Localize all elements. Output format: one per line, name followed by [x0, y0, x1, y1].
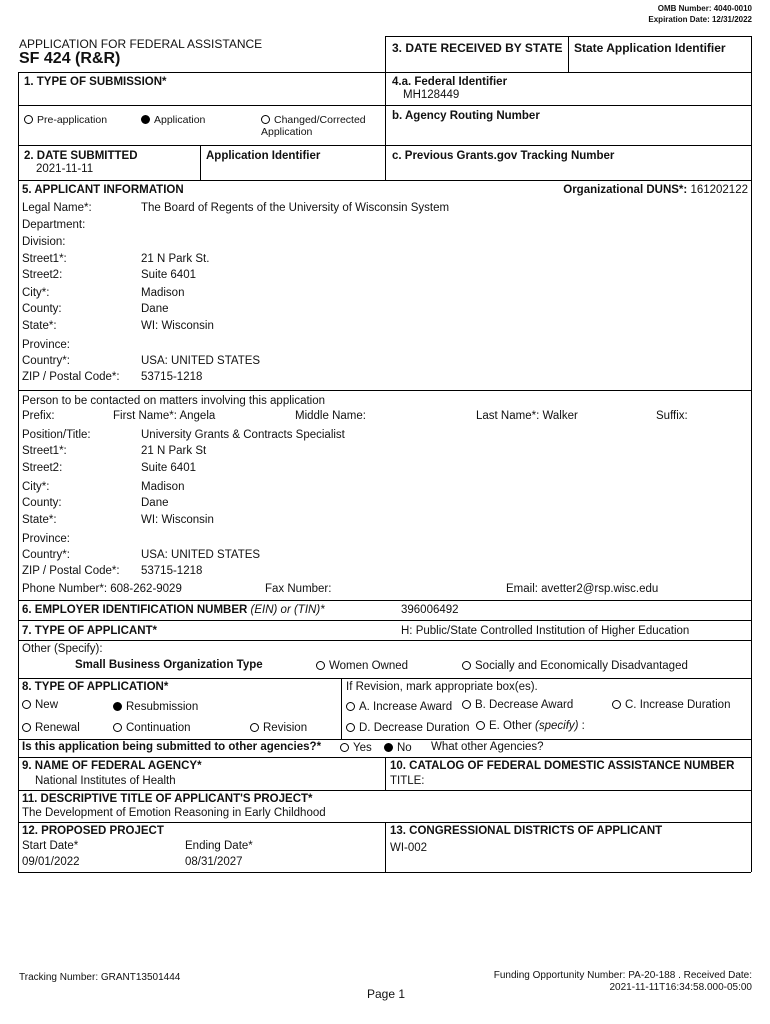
- opt-application[interactable]: Application: [141, 114, 205, 126]
- radio-empty-icon: [462, 700, 471, 709]
- zip-value: 53715-1218: [141, 371, 203, 383]
- contact-county-value: Dane: [141, 497, 169, 509]
- received-date: 2021-11-11T16:34:58.000-05:00: [609, 982, 752, 993]
- radio-empty-icon: [612, 700, 621, 709]
- street1-value: 21 N Park St.: [141, 253, 210, 265]
- end-date-label: Ending Date*: [185, 840, 253, 852]
- fax-label: Fax Number:: [265, 583, 332, 595]
- page-number: Page 1: [367, 987, 406, 1001]
- country-label: Country*:: [22, 355, 70, 367]
- position-value: University Grants & Contracts Specialist: [141, 429, 345, 441]
- department-label: Department:: [22, 219, 86, 231]
- email: Email: avetter2@rsp.wisc.edu: [506, 583, 659, 595]
- date-submitted-label: 2. DATE SUBMITTED: [24, 150, 138, 162]
- date-submitted-value: 2021-11-11: [36, 163, 94, 175]
- congressional-districts-label: 13. CONGRESSIONAL DISTRICTS OF APPLICANT: [390, 825, 663, 837]
- opt-women-owned[interactable]: Women Owned: [316, 660, 408, 672]
- end-date-value: 08/31/2027: [185, 856, 243, 868]
- radio-empty-icon: [462, 661, 471, 670]
- congressional-districts-value: WI-002: [390, 842, 428, 854]
- middle-name-label: Middle Name:: [295, 410, 366, 422]
- other-agencies-question: Is this application being submitted to other agencies?*: [22, 741, 322, 753]
- street2-label: Street2:: [22, 269, 63, 281]
- proposed-project-label: 12. PROPOSED PROJECT: [22, 825, 164, 837]
- opt-decrease-duration[interactable]: D. Decrease Duration: [346, 722, 470, 734]
- federal-agency-value: National Institutes of Health: [35, 775, 176, 787]
- radio-empty-icon: [316, 661, 325, 670]
- contact-street2-label: Street2:: [22, 462, 63, 474]
- city-label: City*:: [22, 287, 50, 299]
- contact-country-label: Country*:: [22, 549, 70, 561]
- opt-new[interactable]: New: [22, 699, 58, 711]
- what-other-agencies-label: What other Agencies?: [431, 741, 544, 753]
- radio-empty-icon: [250, 723, 259, 732]
- radio-filled-icon: [141, 115, 150, 124]
- prefix-label: Prefix:: [22, 410, 55, 422]
- position-label: Position/Title:: [22, 429, 91, 441]
- contact-county-label: County:: [22, 497, 62, 509]
- contact-zip-value: 53715-1218: [141, 565, 203, 577]
- contact-state-label: State*:: [22, 514, 57, 526]
- radio-empty-icon: [22, 700, 31, 709]
- city-value: Madison: [141, 287, 185, 299]
- cfda-label: 10. CATALOG OF FEDERAL DOMESTIC ASSISTANCE NUMBER: [390, 760, 735, 772]
- project-title-value: The Development of Emotion Reasoning in Early Childhood: [22, 807, 326, 819]
- radio-filled-icon: [384, 743, 393, 752]
- radio-empty-icon: [476, 721, 485, 730]
- opt-disadvantaged[interactable]: Socially and Economically Disadvantaged: [462, 660, 688, 672]
- ein-value: 396006492: [401, 604, 459, 616]
- opt-no[interactable]: No: [384, 742, 412, 754]
- radio-empty-icon: [22, 723, 31, 732]
- opt-resubmission[interactable]: Resubmission: [113, 701, 198, 713]
- revision-note: If Revision, mark appropriate box(es).: [346, 681, 538, 693]
- state-value: WI: Wisconsin: [141, 320, 214, 332]
- suffix-label: Suffix:: [656, 410, 688, 422]
- last-name: Last Name*: Walker: [476, 410, 578, 422]
- radio-empty-icon: [261, 115, 270, 124]
- radio-empty-icon: [346, 702, 355, 711]
- radio-empty-icon: [24, 115, 33, 124]
- contact-street1-label: Street1*:: [22, 445, 67, 457]
- omb-expiration: Expiration Date: 12/31/2022: [648, 15, 752, 24]
- application-identifier-label: Application Identifier: [206, 150, 321, 162]
- opt-preapplication[interactable]: Pre-application: [24, 114, 107, 126]
- zip-label: ZIP / Postal Code*:: [22, 371, 120, 383]
- date-received-label: 3. DATE RECEIVED BY STATE: [392, 41, 563, 55]
- duns: Organizational DUNS*: 161202122: [563, 184, 748, 196]
- type-of-applicant-value: H: Public/State Controlled Institution of Higher Education: [401, 625, 690, 637]
- contact-zip-label: ZIP / Postal Code*:: [22, 565, 120, 577]
- state-label: State*:: [22, 320, 57, 332]
- radio-empty-icon: [113, 723, 122, 732]
- contact-street1-value: 21 N Park St: [141, 445, 207, 457]
- ein-label: 6. EMPLOYER IDENTIFICATION NUMBER (EIN) or (TIN)*: [22, 604, 325, 616]
- other-specify-label: Other (Specify):: [22, 643, 103, 655]
- opt-changed-corrected-line2: Application: [261, 126, 313, 138]
- type-of-applicant-label: 7. TYPE OF APPLICANT*: [22, 625, 158, 637]
- street1-label: Street1*:: [22, 253, 67, 265]
- contact-street2-value: Suite 6401: [141, 462, 196, 474]
- federal-identifier-value: MH128449: [403, 89, 460, 101]
- contact-city-label: City*:: [22, 481, 50, 493]
- start-date-label: Start Date*: [22, 840, 79, 852]
- opt-increase-award[interactable]: A. Increase Award: [346, 701, 452, 713]
- province-label: Province:: [22, 339, 70, 351]
- project-title-label: 11. DESCRIPTIVE TITLE OF APPLICANT'S PROJECT*: [22, 793, 313, 805]
- form-number: SF 424 (R&R): [19, 50, 121, 67]
- opt-decrease-award[interactable]: B. Decrease Award: [462, 699, 573, 711]
- contact-country-value: USA: UNITED STATES: [141, 549, 261, 561]
- contact-province-label: Province:: [22, 533, 70, 545]
- previous-tracking-label: c. Previous Grants.gov Tracking Number: [392, 150, 615, 162]
- opt-other[interactable]: E. Other (specify) :: [476, 720, 585, 732]
- county-label: County:: [22, 303, 62, 315]
- tracking-number: Tracking Number: GRANT13501444: [19, 972, 181, 983]
- federal-agency-label: 9. NAME OF FEDERAL AGENCY*: [22, 760, 202, 772]
- start-date-value: 09/01/2022: [22, 856, 80, 868]
- contact-city-value: Madison: [141, 481, 185, 493]
- country-value: USA: UNITED STATES: [141, 355, 261, 367]
- radio-empty-icon: [346, 723, 355, 732]
- opt-continuation[interactable]: Continuation: [113, 722, 191, 734]
- opt-yes[interactable]: Yes: [340, 742, 372, 754]
- type-of-submission-label: 1. TYPE OF SUBMISSION*: [24, 76, 167, 88]
- street2-value: Suite 6401: [141, 269, 196, 281]
- contact-header: Person to be contacted on matters involving this application: [22, 395, 326, 407]
- county-value: Dane: [141, 303, 169, 315]
- radio-empty-icon: [340, 743, 349, 752]
- opt-increase-duration[interactable]: C. Increase Duration: [612, 699, 730, 711]
- opt-changed-corrected[interactable]: Changed/Corrected: [261, 114, 366, 126]
- legal-name-value: The Board of Regents of the University of Wisconsin System: [141, 202, 450, 214]
- state-app-id-label: State Application Identifier: [574, 41, 726, 55]
- form-title: APPLICATION FOR FEDERAL ASSISTANCE: [19, 37, 263, 51]
- division-label: Division:: [22, 236, 66, 248]
- omb-number: OMB Number: 4040-0010: [657, 4, 752, 13]
- contact-state-value: WI: Wisconsin: [141, 514, 214, 526]
- small-business-label: Small Business Organization Type: [75, 659, 263, 671]
- cfda-title-label: TITLE:: [390, 775, 425, 787]
- funding-opportunity: Funding Opportunity Number: PA-20-188 . Received Date:: [493, 970, 752, 981]
- agency-routing-label: b. Agency Routing Number: [392, 110, 540, 122]
- federal-identifier-label: 4.a. Federal Identifier: [392, 76, 508, 88]
- legal-name-label: Legal Name*:: [22, 202, 92, 214]
- opt-renewal[interactable]: Renewal: [22, 722, 80, 734]
- type-of-application-label: 8. TYPE OF APPLICATION*: [22, 681, 169, 693]
- phone: Phone Number*: 608-262-9029: [22, 583, 182, 595]
- radio-filled-icon: [113, 702, 122, 711]
- first-name: First Name*: Angela: [113, 410, 216, 422]
- applicant-info-label: 5. APPLICANT INFORMATION: [22, 184, 184, 196]
- opt-revision[interactable]: Revision: [250, 722, 307, 734]
